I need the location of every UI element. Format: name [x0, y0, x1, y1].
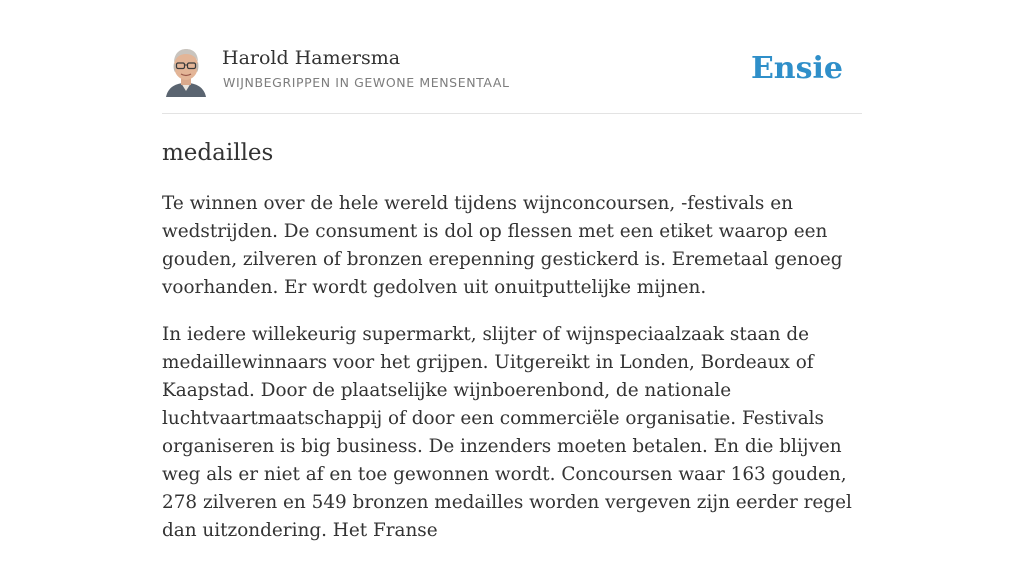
author-avatar[interactable] — [162, 45, 210, 97]
article-paragraph: Te winnen over de hele wereld tijdens wijnconcoursen, -festivals en wedstrijden. De consument is dol op flessen met een etiket waarop een gouden, zilveren of bronzen erepenning gestickerd is. Eremetaal genoeg voorhanden. Er wordt gedolven uit onuitputtelijke mijnen. — [162, 193, 843, 298]
author-header — [162, 0, 862, 114]
author-tagline: WIJNBEGRIPPEN IN GEWONE MENSENTAAL — [223, 75, 510, 90]
article-paragraph: In iedere willekeurig supermarkt, slijter of wijnspeciaalzaak staan de medaillewinnaars voor het grijpen. Uitgereikt in Londen, Bordeaux of Kaapstad. Door de plaatselijke wijnboerenbond, de nationale luchtvaartmaatschappij of door een commerciële organisatie. Festivals organiseren is big business. De inzenders moeten betalen. En die blijven weg als er niet af en toe gewonnen wordt. Concoursen waar 163 gouden, 278 zilveren en 549 bronzen medailles worden vergeven zijn eerder regel dan uitzondering. Het Franse — [162, 324, 852, 541]
author-portrait-icon — [162, 45, 210, 97]
ensie-logo-link[interactable]: Ensie — [750, 51, 843, 86]
page — [162, 0, 862, 541]
author-name[interactable]: Harold Hamersma — [222, 47, 401, 69]
page-title: medailles — [162, 140, 274, 166]
article-body — [162, 190, 862, 564]
